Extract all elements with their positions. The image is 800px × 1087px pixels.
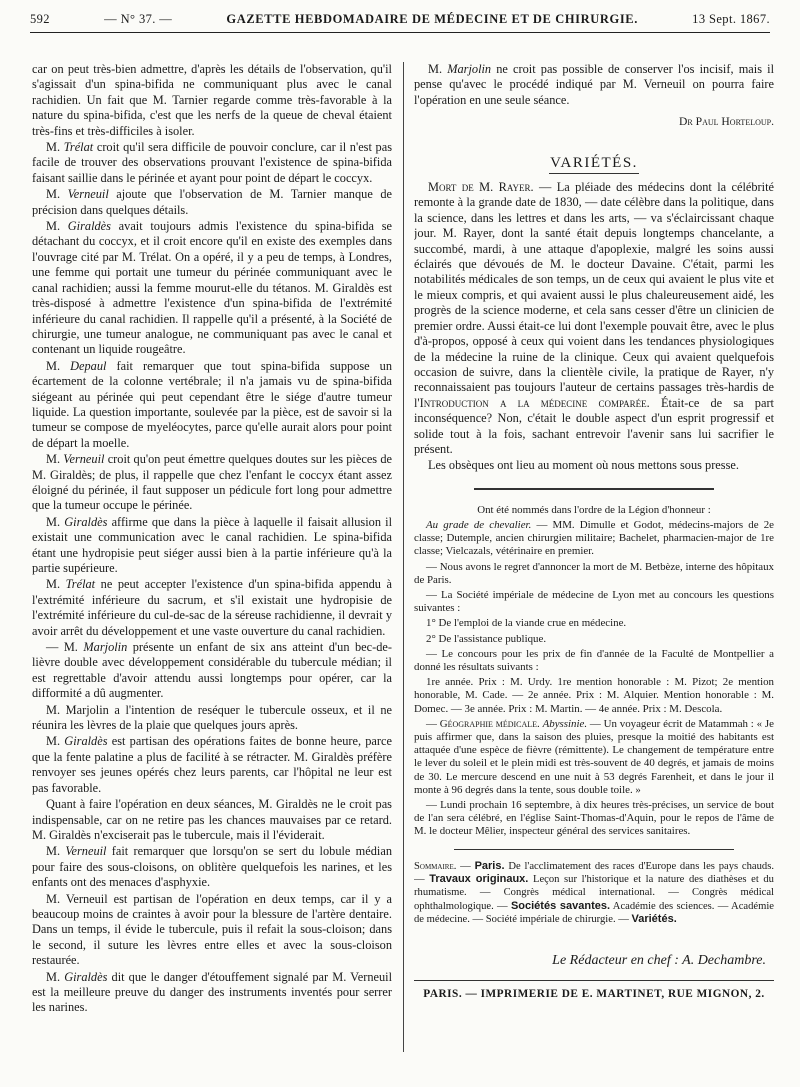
paragraph: M. Trélat croit qu'il sera difficile de pouvoir conclure, car il n'est pas facile de trouver des observations prouvant l'existence de spina-bifida faisant saillie dans le périnée et ayant pour point de départ le coccyx. (32, 140, 392, 185)
left-column (32, 62, 392, 1062)
table-of-contents: Sommaire. — Paris. De l'acclimatement des races d'Europe dans les pays chauds. — Travaux originaux. Leçon sur l'historique et la nature des diathèses et du rhumatisme. — Congrès médical international. — Congrès médical ophthalmologique. — Sociétés savantes. Académie des sciences. — Académie de médecine. — Société impériale de chirurgie. — Variétés. (414, 859, 774, 926)
paragraph: M. Verneuil est partisan de l'opération en deux temps, car il y a beaucoup moins de craintes à avoir pour la blessure de l'artère dentaire. Dans un temps, il évide le tubercule, puis il refait la sous-cloison; dans le second, il suture les lèvres entre elles et avec la sous-cloison restaurée. (32, 891, 392, 968)
page-number: 592 (30, 11, 50, 26)
paragraph: M. Trélat ne peut accepter l'existence d'un spina-bifida appendu à l'extrémité inférieure du sacrum, et s'il existait une hydropisie de l'extrémité inférieure du cul-de-sac de la séreuse rachidienne, il devrait y avoir arrêt du développement et une vaste ouverture du canal rachidien. (32, 577, 392, 638)
paragraph: M. Giraldès avait toujours admis l'existence du spina-bifida se détachant du coccyx, et il croit encore qu'il en existe des exemples dans l'ouvrage cité par M. Trélat. On a opéré, il y a peu de temps, à Londres, une femme qui portait une tumeur du périnée communiquant avec le canal rachidien; aussi la femme mourut-elle du tétanos. M. Giraldès est très-disposé à admettre l'existence d'un spina-bifida de l'extrémité inférieure du canal rachidien. Il rappelle qu'il a présenté, à la Société de chirurgie, une tumeur analogue, ne communiquant pas avec le canal et contenant un liquide rougeâtre. (32, 219, 392, 357)
paragraph: M. Verneuil croit qu'on peut émettre quelques doutes sur les pièces de M. Giraldès; de plus, il rappelle que chez l'enfant le coccyx étant assez éloigné du périnée, il faut supposer un pédicule fort long pour admettre que la tumeur occupe le périnée. (32, 452, 392, 513)
issue-number: — N° 37. — (104, 11, 173, 26)
paragraph: M. Giraldès affirme que dans la pièce à laquelle il faisait allusion il existait une communication avec le canal rachidien. Le spina-bifida étant une hydropisie peut siéger aussi bien à la partie inférieure qu'à la partie supérieure. (32, 514, 392, 575)
paragraph: M. Marjolin ne croit pas possible de conserver l'os incisif, mais il pense qu'avec le procédé indiqué par M. Verneuil on pourra faire l'opération en une seule séance. (414, 62, 774, 107)
article-signature: Dr Paul Horteloup. (679, 115, 774, 129)
divider (474, 488, 714, 490)
news-item: — Nous avons le regret d'annoncer la mort de M. Betbèze, interne des hôpitaux de Paris. (414, 560, 774, 586)
news-item: — La Société impériale de médecine de Lyon met au concours les questions suivantes : (414, 588, 774, 615)
news-item: Ont été nommés dans l'ordre de la Légion d'honneur : (477, 503, 711, 516)
paragraph: Les obsèques ont lieu au moment où nous mettons sous presse. (428, 458, 739, 473)
column-divider (403, 62, 404, 1052)
news-item: — Géographie médicale. Abyssinie. — Un voyageur écrit de Matammah : « Je puis affirmer que, dans la saison des pluies, presque la moitié des habitants est attaquée d'une espèce de fièvre (rémittente). Le changement de température entre le lever du soleil et le plein midi est très-souvent de 40 degrés, et jamais de moins de 30. Le mercure descend en une nuit à 53 degrés Farenheit, et dans le jour il monte à 96 degrés dans la tente, sous double toile. » (414, 717, 774, 796)
paragraph: M. Marjolin a l'intention de reséquer le tubercule osseux, et il ne réunira les lèvres de la plaie que quelques jours après. (32, 702, 392, 733)
paragraph: M. Giraldès est partisan des opérations faites de bonne heure, parce que la fente palatine a plus de facilité à se rétracter. M. Giraldès préfère renvoyer ses jeunes opérés chez leurs parents, car l'hôpital ne leur est pas favorable. (32, 734, 392, 795)
news-item: 1° De l'emploi de la viande crue en médecine. (426, 617, 627, 630)
paragraph: M. Depaul fait remarquer que tout spina-bifida suppose un écartement de la colonne vertébrale; il n'a jamais vu de spina-bifida siégeant au périnée qui peut cependant être le siége d'autre tumeur liquide. La question importante, soulevée par la pièce, est de savoir si la tumeur se compose de myeléocytes, parce qu'elle aurait alors pour point de départ la moelle. (32, 358, 392, 450)
news-item: — Lundi prochain 16 septembre, à dix heures très-précises, un service de bout de l'an sera célébré, en l'église Saint-Thomas-d'Aquin, pour le repos de l'âme de M. le docteur Mêlier, inspecteur général des services sanitaires. (414, 799, 774, 838)
paragraph: M. Verneuil fait remarquer que lorsqu'on se sert du lobule médian pour faire des sous-cloisons, on oblitère quelquefois les narines, et les enfants ont des menaces d'asphyxie. (32, 844, 392, 890)
news-item: 1re année. Prix : M. Urdy. 1re mention honorable : M. Pizot; 2e mention honorable, M. Cade. — 2e année. Prix : M. Alquier. Mention honorable : M. Domec. — 3e année. Prix : M. Martin. — 4e année. Prix : M. Descola. (414, 676, 774, 715)
section-title: VARIÉTÉS. (549, 156, 639, 174)
paragraph: Mort de M. Rayer. — La pléiade des médecins dont la célébrité remonte à la grande date de 1830, — date célèbre dans la politique, dans la science, dans les lettres et dans les arts, — va s'éclaircissant chaque jour. M. Rayer, dont la santé était depuis longtemps chancelante, a succombé, mardi, à une attaque d'apoplexie, malgré les soins aussi éclairés que dévoués de M. le docteur Davaine. C'était, parmi les notabilités médicales de son temps, un de ceux qui avaient le plus vite et le mieux compris, et qui avaient aussi le plus chaleureusement aidé, les progrès de la science moderne, et cela sans cesser d'être un clinicien de premier ordre. Aussi était-ce lui dont l'exemple pouvait être, avec le plus d'à-propos, opposé à ceux qui voient dans les tendances physiologiques de la médecine la ruine de la clinique. Ceux qui avaient quelquefois occasion de suivre, dans la clientèle civile, la pratique de Rayer, n'y reconnaissaient pas toujours l'auteur de certains passages très-hardis de l'Introduction a la médecine comparée. Était-ce de sa part inconséquence? Non, c'était le double aspect d'un esprit progressif et solide tout à la fois, sachant entrevoir l'avenir sans lui sacrifier le présent. (414, 180, 774, 456)
paragraph: M. Giraldès dit que le danger d'étouffement signalé par M. Verneuil est la meilleure preuve du danger des instruments inventés pour serrer les narines. (32, 969, 392, 1015)
running-head (30, 6, 770, 33)
paragraph: — M. Marjolin présente un enfant de six ans atteint d'un bec-de-lièvre double avec développement considérable du tubercule médian; il est regrettable d'avoir attendu aussi longtemps pour opérer, car la difformité a dû augmenter. (32, 640, 392, 701)
paragraph: M. Verneuil ajoute que l'observation de M. Tarnier manque de précision dans quelques détails. (32, 187, 392, 217)
journal-title: GAZETTE HEBDOMADAIRE DE MÉDECINE ET DE CHIRURGIE. (226, 11, 638, 26)
news-item: — Le concours pour les prix de fin d'année de la Faculté de Montpellier a donné les résultats suivants : (414, 647, 774, 673)
issue-date: 13 Sept. 1867. (692, 11, 770, 26)
news-items (414, 504, 774, 839)
news-item: Au grade de chevalier. — MM. Dimulle et Godot, médecins-majors de 2e classe; Dutemple, ancien chirurgien militaire; Bachelet, pharmacien-major de 1re classe; Vielcazals, vétérinaire en premier. (414, 518, 774, 558)
paragraph: Quant à faire l'opération en deux séances, M. Giraldès ne le croit pas indispensable, car on ne retire pas les chances mauvaises par ce retard. M. Giraldès n'exciserait pas le tubercule, mais il l'éviderait. (32, 797, 392, 842)
printer-line: PARIS. — IMPRIMERIE DE E. MARTINET, RUE MIGNON, 2. (414, 980, 774, 1002)
editor-line: Le Rédacteur en chef : A. Dechambre. (552, 952, 766, 968)
right-column (414, 62, 774, 1072)
divider (454, 849, 734, 850)
paragraph: car on peut très-bien admettre, d'après les détails de l'observation, qu'il s'agissait d'un spina-bifida ne communiquant plus avec le canal rachidien. Un fait que M. Tarnier regarde comme très-favorable à la nature du spina-bifida, c'est que les nerfs de la queue de cheval étaient très-fins et très-difficiles à isoler. (32, 62, 392, 138)
news-item: 2° De l'assistance publique. (426, 632, 547, 645)
